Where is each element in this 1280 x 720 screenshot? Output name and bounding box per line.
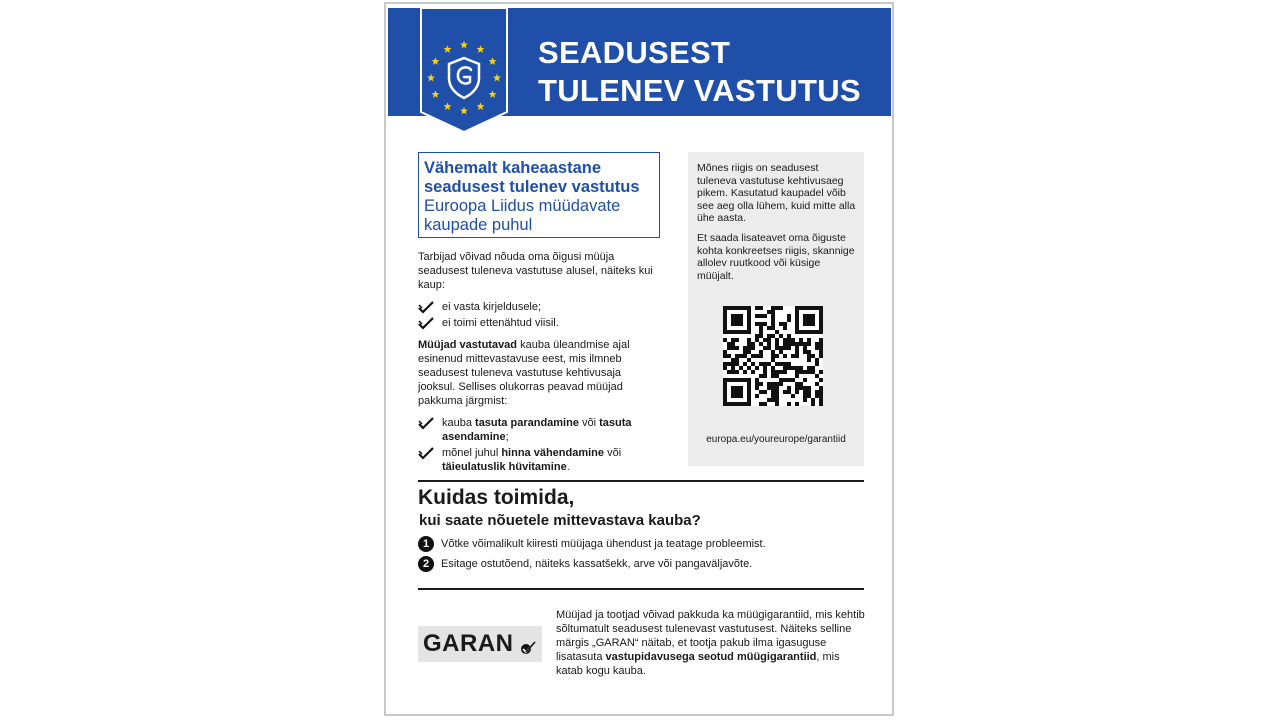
garan-logo	[418, 626, 542, 662]
divider	[418, 588, 864, 590]
title-line-2: TULENEV VASTUTUS	[538, 73, 861, 108]
remedy-list	[418, 416, 658, 476]
warranty-poster	[384, 2, 894, 716]
condition-text: ei vasta kirjeldusele;	[442, 301, 542, 313]
side-text-1: Mõnes riigis on seadusest tuleneva vastutuse kehtivusaeg pikem. Kasutatud kaupadel võib see aeg olla lühem, kuid mitte alla ühe aasta.	[697, 162, 856, 224]
footer-text-a: Müüjad ja tootjad võivad pakkuda ka müügigarantiid, mis kehtib sõltumatult seadusest tulenevast vastutusest. Näiteks selline märgis „GARAN“ näitab, et tootja pakub ilma igasuguse lisatasuta	[556, 609, 865, 663]
step-2	[418, 556, 752, 572]
list-item	[418, 300, 658, 314]
remedy-bold: tasuta asendamine	[442, 417, 632, 443]
remedy-text: mõnel juhul	[442, 447, 502, 459]
remedy-bold: täieulatuslik hüvitamine	[442, 461, 567, 473]
remedy-bold: hinna vähendamine	[501, 447, 605, 459]
footer-text-bold: vastupidavusega seotud müügigarantiid	[605, 651, 817, 663]
eu-stars-shield-g-icon	[419, 8, 509, 136]
remedy-text: kauba	[442, 417, 476, 429]
remedy-text: .	[566, 461, 570, 473]
info-side-panel	[688, 152, 864, 466]
title-line-1: SEADUSEST	[538, 35, 731, 70]
howto-title: Kuidas toimida,	[418, 486, 575, 509]
step-text: Võtke võimalikult kiiresti müüjaga ühendust ja teatage probleemist.	[441, 538, 766, 550]
footer-text	[556, 608, 866, 678]
remedy-bold: tasuta parandamine	[475, 417, 579, 429]
headline-bold: Vähemalt kaheaastane seadusest tulenev vastutus	[424, 159, 640, 196]
info-url[interactable]: europa.eu/youreurope/garantiid	[706, 434, 846, 445]
step-text: Esitage ostutõend, näiteks kassatšekk, arve või pangaväljavõte.	[441, 558, 753, 570]
footer-text-b: , mis katab kogu kauba.	[556, 651, 840, 677]
list-item	[418, 446, 658, 474]
qr-code-icon[interactable]	[723, 306, 823, 406]
headline-regular: Euroopa Liidus müüdavate kaupade puhul	[424, 197, 621, 234]
header-banner	[388, 8, 891, 116]
check-mark-icon	[418, 446, 434, 460]
side-text-2: Et saada lisateavet oma õiguste kohta konkreetses riigis, skannige allolev ruutkood või küsige müüjalt.	[697, 232, 855, 282]
step-number-icon: 2	[418, 556, 434, 572]
intro-text: Tarbijad võivad nõuda oma õigusi müüja seadusest tuleneva vastutuse alusel, näiteks kui kaup:	[418, 251, 653, 291]
headline-box	[418, 152, 660, 238]
howto-subtitle: kui saate nõuetele mittevastava kauba?	[419, 512, 701, 529]
garan-logo-text: GARAN	[423, 630, 514, 657]
remedy-text: või	[604, 447, 622, 459]
seller-bold: Müüjad vastutavad	[418, 339, 518, 351]
poster-title	[538, 34, 861, 110]
garan-check-icon	[520, 641, 536, 655]
step-number-icon: 1	[418, 536, 434, 552]
divider	[418, 480, 864, 482]
remedy-text: või	[578, 417, 600, 429]
remedy-text: ;	[505, 431, 509, 443]
check-mark-icon	[418, 416, 434, 430]
step-1	[418, 536, 766, 552]
list-item	[418, 316, 658, 330]
seller-paragraph	[418, 338, 656, 408]
condition-list	[418, 300, 658, 332]
condition-text: ei toimi ettenähtud viisil.	[442, 317, 559, 329]
seller-text: kauba üleandmise ajal esinenud mittevastavuse eest, mis ilmneb seadusest tuleneva vastutuse kehtivusaja jooksul. Sellises olukorras peavad müüjad pakkuma järgmist:	[418, 339, 630, 407]
list-item	[418, 416, 658, 444]
check-mark-icon	[418, 316, 434, 330]
check-mark-icon	[418, 300, 434, 314]
